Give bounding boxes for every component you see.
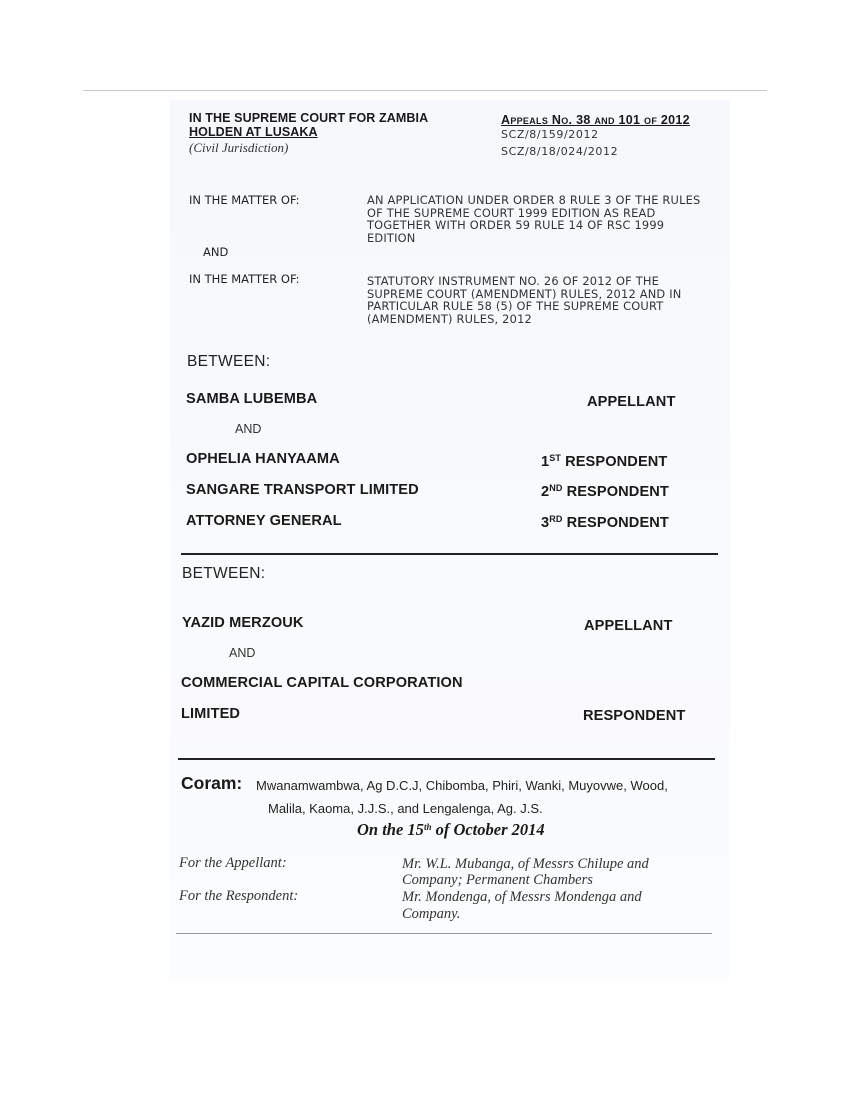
respondent-name-2: SANGARE TRANSPORT LIMITED bbox=[186, 482, 419, 498]
appellant-role-1: APPELLANT bbox=[587, 394, 676, 410]
respondent-name-1: OPHELIA HANYAAMA bbox=[186, 451, 340, 467]
respondent-role-1: 1ST RESPONDENT bbox=[541, 453, 668, 470]
judgment-date: On the 15th of October 2014 bbox=[357, 820, 545, 839]
jurisdiction: (Civil Jurisdiction) bbox=[189, 140, 289, 155]
and-separator-2: AND bbox=[229, 646, 256, 660]
coram-judges-line1: Mwanamwambwa, Ag D.C.J, Chibomba, Phiri, Wanki, Muyovwe, Wood, bbox=[256, 778, 668, 793]
matters-and: AND bbox=[203, 245, 229, 259]
matter-text-2: STATUTORY INSTRUMENT NO. 26 OF 2012 OF THE SUPREME COURT (AMENDMENT) RULES, 2012 AND IN PARTICULAR RULE 58 (5) OF THE SUPREME COURT (AMENDMENT) RULES, 2012 bbox=[367, 274, 682, 326]
respondent-counsel-line1: Mr. Mondenga, of Messrs Mondenga and bbox=[402, 889, 642, 905]
coram-judges-line2: Malila, Kaoma, J.J.S., and Lengalenga, Ag. J.S. bbox=[268, 801, 543, 816]
bottom-rule bbox=[176, 933, 712, 934]
appellant-name-1: SAMBA LUBEMBA bbox=[186, 391, 318, 407]
appeals-number: Appeals No. 38 and 101 of 2012 bbox=[501, 113, 690, 127]
respondent-counsel-label: For the Respondent: bbox=[179, 888, 299, 904]
matter-label-1: IN THE MATTER OF: bbox=[189, 193, 300, 207]
holden-at: HOLDEN AT LUSAKA bbox=[189, 125, 318, 139]
appellant-counsel-label: For the Appellant: bbox=[179, 855, 287, 871]
top-rule bbox=[83, 90, 767, 91]
respondent-role-3: 3RD RESPONDENT bbox=[541, 514, 669, 531]
appellant-counsel-line1: Mr. W.L. Mubanga, of Messrs Chilupe and bbox=[402, 856, 649, 872]
respondent-role-2: 2ND RESPONDENT bbox=[541, 483, 669, 500]
matter-text-1: AN APPLICATION UNDER ORDER 8 RULE 3 OF THE RULES OF THE SUPREME COURT 1999 EDITION AS READ TOGETHER WITH ORDER 59 RULE 14 OF RSC 1999 EDITION bbox=[367, 193, 701, 245]
case-reference-1: SCZ/8/159/2012 bbox=[501, 128, 599, 141]
and-separator-1: AND bbox=[235, 422, 262, 436]
respondent-name-line1: COMMERCIAL CAPITAL CORPORATION bbox=[181, 675, 463, 691]
respondent-name-line2: LIMITED bbox=[181, 706, 241, 722]
separator-rule-1 bbox=[181, 553, 718, 555]
court-title: IN THE SUPREME COURT FOR ZAMBIA bbox=[189, 111, 429, 125]
coram-label: Coram: bbox=[181, 773, 243, 793]
appellant-counsel-line2: Company; Permanent Chambers bbox=[402, 872, 593, 888]
appellant-name-2: YAZID MERZOUK bbox=[182, 615, 304, 631]
appellant-role-2: APPELLANT bbox=[584, 618, 673, 634]
between-heading-2: BETWEEN: bbox=[182, 565, 266, 582]
respondent-name-3: ATTORNEY GENERAL bbox=[186, 513, 342, 529]
case-reference-2: SCZ/8/18/024/2012 bbox=[501, 145, 619, 158]
matter-label-2: IN THE MATTER OF: bbox=[189, 272, 300, 286]
separator-rule-2 bbox=[178, 758, 715, 760]
respondent-counsel-line2: Company. bbox=[402, 906, 461, 922]
between-heading-1: BETWEEN: bbox=[187, 353, 271, 370]
respondent-role-case2: RESPONDENT bbox=[583, 708, 686, 724]
